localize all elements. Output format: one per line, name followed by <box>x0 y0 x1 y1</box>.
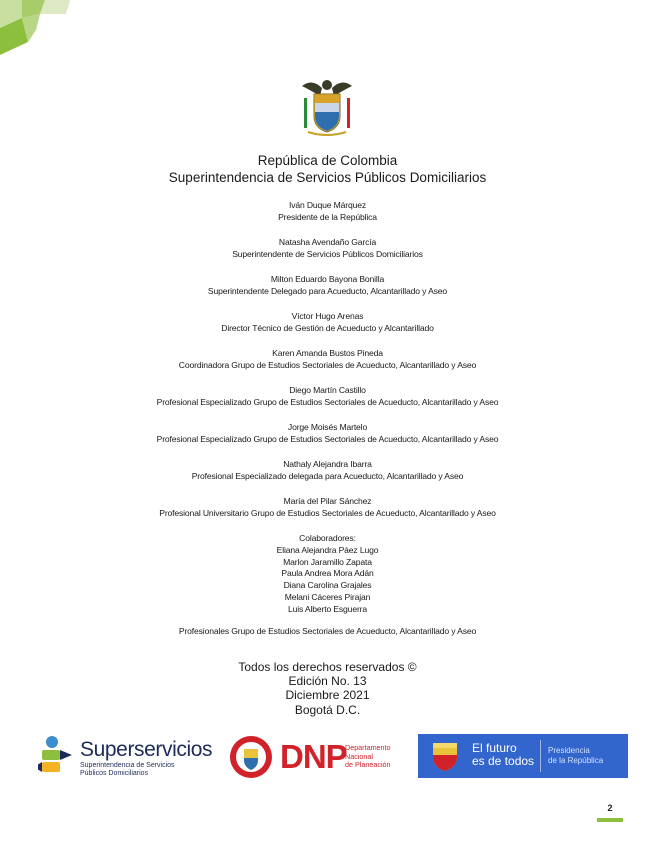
credit-entry <box>0 274 655 297</box>
credit-name: Milton Eduardo Bayona Bonilla <box>270 274 385 284</box>
credit-role: Profesional Especializado Grupo de Estudios Sectoriales de Acueducto, Alcantarillado y Aseo <box>156 396 499 407</box>
page-number-underline <box>597 818 623 822</box>
superservicios-mark-icon <box>38 732 78 782</box>
dnp-line2: Nacional <box>345 751 373 761</box>
credit-entry <box>0 311 655 334</box>
rights-notice: Todos los derechos reservados © <box>238 660 417 674</box>
credit-name: Diego Martín Castillo <box>289 385 366 395</box>
credit-name: Natasha Avendaño García <box>278 237 377 247</box>
credit-role: Presidente de la República <box>278 211 377 222</box>
dnp-seal-icon <box>228 734 274 780</box>
credit-entry <box>0 200 655 223</box>
country-name: República de Colombia <box>257 153 398 168</box>
corner-cube-logo-icon <box>0 0 70 60</box>
superservicios-name: Superservicios <box>80 738 213 761</box>
credits-list <box>0 200 655 637</box>
superservicios-subtitle <box>80 762 175 777</box>
government-divider <box>540 740 541 772</box>
collaborators-title: Colaboradores: <box>299 533 356 543</box>
superservicios-line1: Superintendencia de Servicios <box>80 762 175 769</box>
government-office-line1: Presidencia <box>548 746 590 755</box>
edition-number: Edición No. 13 <box>288 674 367 689</box>
government-office <box>548 746 603 765</box>
credit-entry <box>0 422 655 445</box>
coat-of-arms-icon <box>298 76 356 138</box>
credit-entry <box>0 385 655 408</box>
credit-entry <box>0 348 655 371</box>
credit-role: Superintendente de Servicios Públicos Domiciliarios <box>232 248 423 259</box>
edition-date: Diciembre 2021 <box>285 688 370 703</box>
credit-role: Director Técnico de Gestión de Acueducto y Alcantarillado <box>221 322 434 333</box>
dnp-line1: Departamento <box>345 743 391 752</box>
credit-name: María del Pilar Sánchez <box>283 496 372 506</box>
superservicios-line2: Públicos Domiciliarios <box>80 769 149 777</box>
collaborator-name: Paula Andrea Mora Adán <box>281 568 374 579</box>
credit-name: Nathaly Alejandra Ibarra <box>283 459 372 469</box>
credit-role: Superintendente Delegado para Acueducto, Alcantarillado y Aseo <box>207 285 448 296</box>
government-shield-icon <box>430 739 460 773</box>
collaborator-name: Marlon Jaramillo Zapata <box>283 556 372 567</box>
dnp-fullname <box>345 744 391 770</box>
government-logo <box>418 734 628 778</box>
collaborator-name: Melani Cáceres Pirajan <box>284 591 371 602</box>
government-slogan-line2: es de todos <box>472 754 535 768</box>
edition-city: Bogotá D.C. <box>294 702 361 717</box>
credit-role: Profesional Universitario Grupo de Estudios Sectoriales de Acueducto, Alcantarillado y Aseo <box>159 507 496 518</box>
superservicios-logo <box>38 732 213 782</box>
government-office-line2: de la República <box>548 755 604 765</box>
entity-name: Superintendencia de Servicios Públicos Domiciliarios <box>168 170 487 185</box>
collaborator-name: Luis Alberto Esguerra <box>287 603 367 614</box>
collaborator-name: Diana Carolina Grajales <box>283 580 372 591</box>
credit-entry <box>0 496 655 519</box>
credit-name: Víctor Hugo Arenas <box>291 311 364 321</box>
logo-strip <box>0 732 655 784</box>
credit-name: Karen Amanda Bustos Pineda <box>272 348 383 358</box>
credit-role: Coordinadora Grupo de Estudios Sectoriales de Acueducto, Alcantarillado y Aseo <box>178 359 477 370</box>
dnp-acronym: DNP <box>280 738 347 775</box>
team-line: Profesionales Grupo de Estudios Sectoriales de Acueducto, Alcantarillado y Aseo <box>178 625 477 636</box>
dnp-line3: de Planeación <box>345 760 391 770</box>
credit-entry <box>0 237 655 260</box>
dnp-logo <box>228 734 403 784</box>
credit-name: Jorge Moisés Martelo <box>287 422 368 432</box>
credit-role: Profesional Especializado Grupo de Estudios Sectoriales de Acueducto, Alcantarillado y Aseo <box>156 433 499 444</box>
credit-entry <box>0 459 655 482</box>
collaborator-name: Eliana Alejandra Páez Lugo <box>276 544 379 555</box>
page-number: 2 <box>607 803 613 813</box>
credit-name: Iván Duque Márquez <box>288 200 367 210</box>
government-slogan <box>472 742 534 768</box>
government-slogan-line1: El futuro <box>472 741 517 755</box>
credit-role: Profesional Especializado delegada para Acueducto, Alcantarillado y Aseo <box>191 470 464 481</box>
collaborators-block <box>0 533 655 616</box>
edition-info <box>0 660 655 717</box>
